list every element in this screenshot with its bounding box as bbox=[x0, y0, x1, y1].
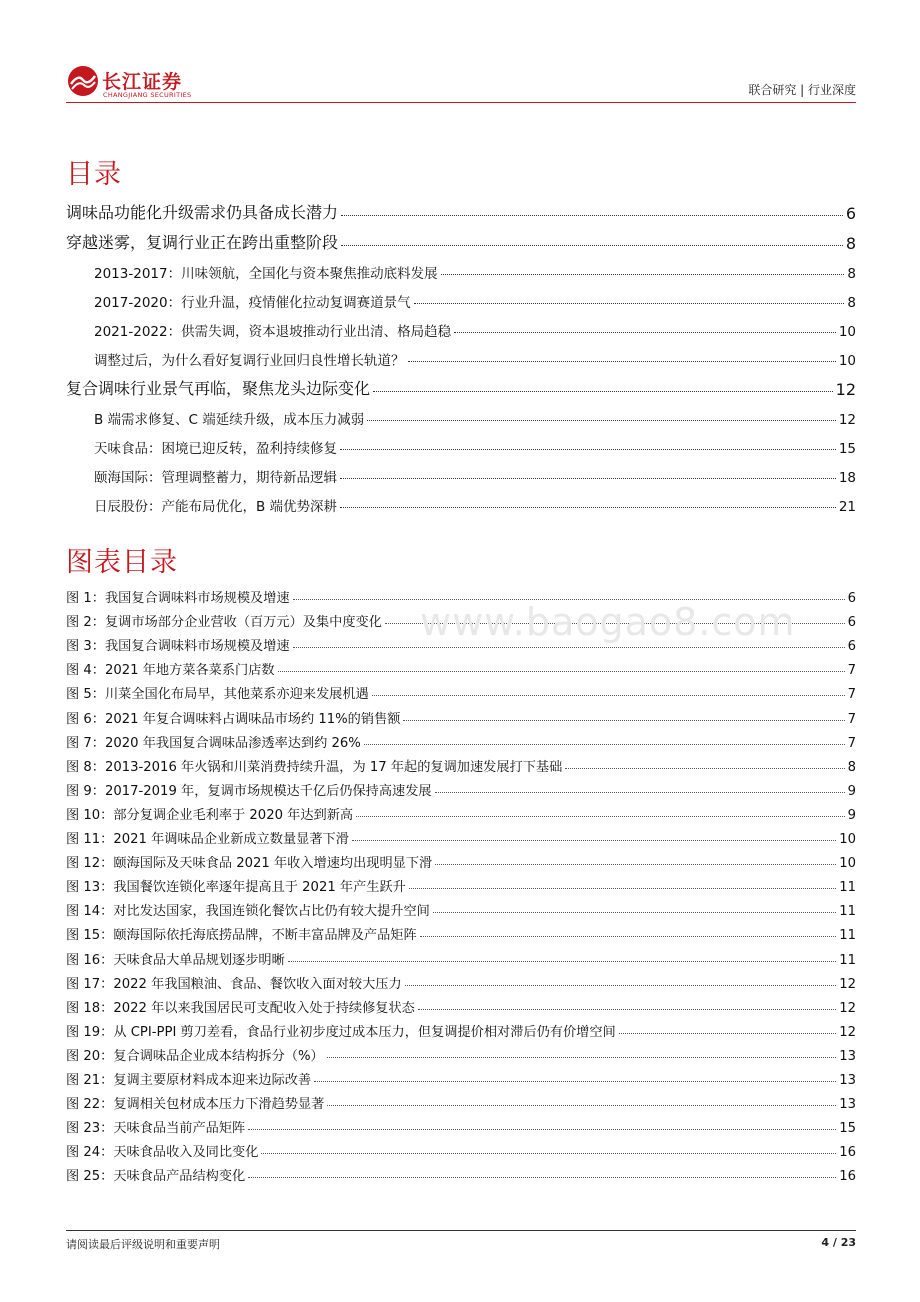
figures-title: 图表目录 bbox=[66, 547, 178, 578]
entry-title: 2017-2020：行业升温，疫情催化拉动复调赛道景气 bbox=[94, 295, 411, 311]
figure-list-entry[interactable] bbox=[66, 775, 856, 799]
entry-title: 图 24：天味食品收入及同比变化 bbox=[66, 1145, 259, 1161]
figure-list-entry[interactable] bbox=[66, 943, 856, 967]
entry-page-number: 12 bbox=[839, 976, 856, 992]
figure-list-entry[interactable] bbox=[66, 654, 856, 678]
entry-title: 2021-2022：供需失调，资本退坡推动行业出清、格局趋稳 bbox=[94, 324, 452, 340]
figure-list-entry[interactable] bbox=[66, 968, 856, 992]
entry-title: 图 8：2013-2016 年火锅和川菜消费持续升温，为 17 年起的复调加速发展打下基础 bbox=[66, 759, 563, 775]
figure-list-entry[interactable] bbox=[66, 1112, 856, 1136]
brand-logo bbox=[66, 64, 266, 102]
figure-list-entry[interactable] bbox=[66, 992, 856, 1016]
entry-title: 图 9：2017-2019 年，复调市场规模达千亿后仍保持高速发展 bbox=[66, 783, 432, 799]
entry-title: 图 14：对比发达国家，我国连锁化餐饮占比仍有较大提升空间 bbox=[66, 904, 430, 920]
entry-title: 复合调味行业景气再临，聚焦龙头边际变化 bbox=[66, 379, 371, 398]
toc-subsection-entry[interactable] bbox=[66, 486, 856, 515]
entry-page-number: 10 bbox=[838, 353, 856, 369]
footer-disclaimer: 请阅读最后评级说明和重要声明 bbox=[66, 1238, 220, 1251]
dot-leader bbox=[409, 888, 836, 889]
entry-page-number: 11 bbox=[839, 928, 856, 944]
entry-page-number: 12 bbox=[839, 1024, 856, 1040]
figure-list-entry[interactable] bbox=[66, 919, 856, 943]
dot-leader bbox=[373, 391, 833, 392]
watermark: www.baogao8.com bbox=[420, 600, 796, 644]
dot-leader bbox=[314, 1081, 836, 1082]
header-divider bbox=[66, 102, 856, 103]
entry-page-number: 12 bbox=[835, 380, 856, 399]
dot-leader bbox=[340, 478, 836, 479]
toc-subsection-entry[interactable] bbox=[66, 457, 856, 486]
entry-page-number: 8 bbox=[845, 234, 856, 253]
dot-leader bbox=[327, 1057, 837, 1058]
toc-subsection-entry[interactable] bbox=[66, 399, 856, 428]
entry-page-number: 21 bbox=[838, 499, 856, 515]
entry-page-number: 15 bbox=[839, 1121, 856, 1137]
toc-section-entry[interactable] bbox=[66, 193, 856, 223]
entry-page-number: 15 bbox=[838, 441, 856, 457]
figure-list-entry[interactable] bbox=[66, 1040, 856, 1064]
figure-list-entry[interactable] bbox=[66, 1016, 856, 1040]
entry-page-number: 10 bbox=[839, 832, 856, 848]
dot-leader bbox=[420, 936, 837, 937]
dot-leader bbox=[454, 332, 836, 333]
dot-leader bbox=[441, 274, 845, 275]
entry-page-number: 7 bbox=[847, 687, 856, 703]
header-category: 联合研究 | 行业深度 bbox=[748, 83, 856, 97]
dot-leader bbox=[405, 985, 837, 986]
dot-leader bbox=[418, 1009, 836, 1010]
dot-leader bbox=[356, 816, 845, 817]
figure-list-entry[interactable] bbox=[66, 1088, 856, 1112]
entry-title: 图 20：复合调味品企业成本结构拆分（%） bbox=[66, 1048, 324, 1064]
entry-title: 调味品功能化升级需求仍具备成长潜力 bbox=[66, 203, 339, 222]
dot-leader bbox=[248, 1129, 836, 1130]
dot-leader bbox=[340, 449, 836, 450]
figure-list-entry[interactable] bbox=[66, 702, 856, 726]
figure-list-entry[interactable] bbox=[66, 1064, 856, 1088]
dot-leader bbox=[433, 912, 836, 913]
toc-subsection-entry[interactable] bbox=[66, 282, 856, 311]
entry-page-number: 7 bbox=[847, 735, 856, 751]
table-of-contents bbox=[66, 193, 856, 515]
dot-leader bbox=[340, 507, 836, 508]
figure-list-entry[interactable] bbox=[66, 895, 856, 919]
entry-page-number: 7 bbox=[847, 663, 856, 679]
figure-list-entry[interactable] bbox=[66, 871, 856, 895]
entry-page-number: 16 bbox=[839, 1145, 856, 1161]
entry-page-number: 10 bbox=[838, 324, 856, 340]
dot-leader bbox=[352, 840, 836, 841]
entry-title: 日辰股份：产能布局优化，B 端优势深耕 bbox=[94, 499, 338, 515]
entry-page-number: 16 bbox=[839, 1169, 856, 1185]
entry-page-number: 12 bbox=[838, 412, 856, 428]
dot-leader bbox=[288, 961, 836, 962]
dot-leader bbox=[403, 720, 844, 721]
toc-title: 目录 bbox=[66, 159, 122, 190]
entry-title: 调整过后，为什么看好复调行业回归良性增长轨道？ bbox=[94, 353, 405, 369]
dot-leader bbox=[248, 1177, 836, 1178]
entry-title: 图 3：我国复合调味料市场规模及增速 bbox=[66, 639, 290, 655]
entry-title: 天味食品：困境已迎反转，盈利持续修复 bbox=[94, 441, 337, 457]
entry-title: 图 11：2021 年调味品企业新成立数量显著下滑 bbox=[66, 832, 349, 848]
entry-title: 图 17：2022 年我国粮油、食品、餐饮收入面对较大压力 bbox=[66, 976, 402, 992]
figure-list-entry[interactable] bbox=[66, 1160, 856, 1184]
entry-page-number: 6 bbox=[847, 639, 856, 655]
dot-leader bbox=[408, 361, 836, 362]
dot-leader bbox=[435, 792, 845, 793]
toc-subsection-entry[interactable] bbox=[66, 311, 856, 340]
dot-leader bbox=[367, 420, 836, 421]
dot-leader bbox=[372, 695, 845, 696]
entry-page-number: 6 bbox=[845, 204, 856, 223]
logo-name-cn: 长江证券 bbox=[102, 71, 183, 93]
entry-page-number: 13 bbox=[839, 1072, 856, 1088]
entry-page-number: 9 bbox=[847, 783, 856, 799]
entry-page-number: 13 bbox=[839, 1097, 856, 1113]
entry-page-number: 12 bbox=[839, 1000, 856, 1016]
toc-subsection-entry[interactable] bbox=[66, 253, 856, 282]
dot-leader bbox=[327, 1105, 836, 1106]
dot-leader bbox=[565, 768, 844, 769]
entry-title: 颐海国际：管理调整蓄力，期待新品逻辑 bbox=[94, 470, 337, 486]
entry-title: 图 12：颐海国际及天味食品 2021 年收入增速均出现明显下滑 bbox=[66, 856, 433, 872]
entry-title: 2013-2017：川味领航，全国化与资本聚焦推动底料发展 bbox=[94, 266, 438, 282]
page-header bbox=[66, 64, 856, 106]
dot-leader bbox=[619, 1033, 837, 1034]
entry-page-number: 11 bbox=[839, 952, 856, 968]
entry-title: 图 6：2021 年复合调味料占调味品市场约 11%的销售额 bbox=[66, 711, 401, 727]
figure-list-entry[interactable] bbox=[66, 1136, 856, 1160]
entry-title: 图 16：天味食品大单品规划逐步明晰 bbox=[66, 952, 285, 968]
entry-page-number: 18 bbox=[838, 470, 856, 486]
dot-leader bbox=[261, 1153, 836, 1154]
logo-emblem-icon bbox=[66, 64, 100, 98]
dot-leader bbox=[364, 744, 845, 745]
dot-leader bbox=[414, 303, 845, 304]
entry-title: 图 21：复调主要原材料成本迎来边际改善 bbox=[66, 1072, 312, 1088]
dot-leader bbox=[435, 864, 836, 865]
toc-subsection-entry[interactable] bbox=[66, 428, 856, 457]
entry-page-number: 8 bbox=[847, 759, 856, 775]
entry-page-number: 11 bbox=[839, 880, 856, 896]
entry-title: 图 19：从 CPI-PPI 剪刀差看，食品行业初步度过成本压力，但复调提价相对滞后仍有价增空间 bbox=[66, 1024, 616, 1040]
entry-page-number: 8 bbox=[847, 266, 856, 282]
figure-list-entry[interactable] bbox=[66, 799, 856, 823]
entry-title: B 端需求修复、C 端延续升级，成本压力减弱 bbox=[94, 412, 365, 428]
toc-subsection-entry[interactable] bbox=[66, 340, 856, 369]
logo-name-en: CHANGJIANG SECURITIES bbox=[103, 91, 192, 99]
entry-page-number: 11 bbox=[839, 904, 856, 920]
entry-page-number: 13 bbox=[839, 1048, 856, 1064]
entry-title: 图 7：2020 年我国复合调味品渗透率达到约 26% bbox=[66, 735, 361, 751]
entry-title: 图 25：天味食品产品结构变化 bbox=[66, 1169, 246, 1185]
entry-page-number: 10 bbox=[839, 856, 856, 872]
dot-leader bbox=[341, 215, 843, 216]
figure-list-entry[interactable] bbox=[66, 847, 856, 871]
entry-page-number: 6 bbox=[847, 615, 856, 631]
dot-leader bbox=[341, 245, 843, 246]
entry-title: 图 4：2021 年地方菜各菜系门店数 bbox=[66, 663, 275, 679]
figures-list bbox=[66, 582, 856, 1184]
entry-title: 图 2：复调市场部分企业营收（百万元）及集中度变化 bbox=[66, 615, 382, 631]
entry-page-number: 9 bbox=[847, 807, 856, 823]
entry-title: 图 18：2022 年以来我国居民可支配收入处于持续修复状态 bbox=[66, 1000, 415, 1016]
entry-title: 图 23：天味食品当前产品矩阵 bbox=[66, 1121, 246, 1137]
entry-title: 图 10：部分复调企业毛利率于 2020 年达到新高 bbox=[66, 807, 354, 823]
figure-list-entry[interactable] bbox=[66, 823, 856, 847]
entry-title: 穿越迷雾，复调行业正在跨出重整阶段 bbox=[66, 233, 339, 252]
entry-title: 图 1：我国复合调味料市场规模及增速 bbox=[66, 591, 290, 607]
entry-title: 图 15：颐海国际依托海底捞品牌，不断丰富品牌及产品矩阵 bbox=[66, 928, 417, 944]
entry-title: 图 5：川菜全国化布局早，其他菜系亦迎来发展机遇 bbox=[66, 687, 369, 703]
footer-divider bbox=[66, 1230, 856, 1231]
entry-title: 图 13：我国餐饮连锁化率逐年提高且于 2021 年产生跃升 bbox=[66, 880, 406, 896]
entry-title: 图 22：复调相关包材成本压力下滑趋势显著 bbox=[66, 1097, 325, 1113]
page-number: 4 / 23 bbox=[821, 1236, 856, 1249]
dot-leader bbox=[278, 671, 845, 672]
entry-page-number: 7 bbox=[847, 711, 856, 727]
toc-section-entry[interactable] bbox=[66, 369, 856, 399]
dot-leader bbox=[293, 647, 845, 648]
figure-list-entry[interactable] bbox=[66, 727, 856, 751]
figure-list-entry[interactable] bbox=[66, 678, 856, 702]
entry-page-number: 6 bbox=[847, 591, 856, 607]
figure-list-entry[interactable] bbox=[66, 751, 856, 775]
toc-section-entry[interactable] bbox=[66, 223, 856, 253]
entry-page-number: 8 bbox=[847, 295, 856, 311]
